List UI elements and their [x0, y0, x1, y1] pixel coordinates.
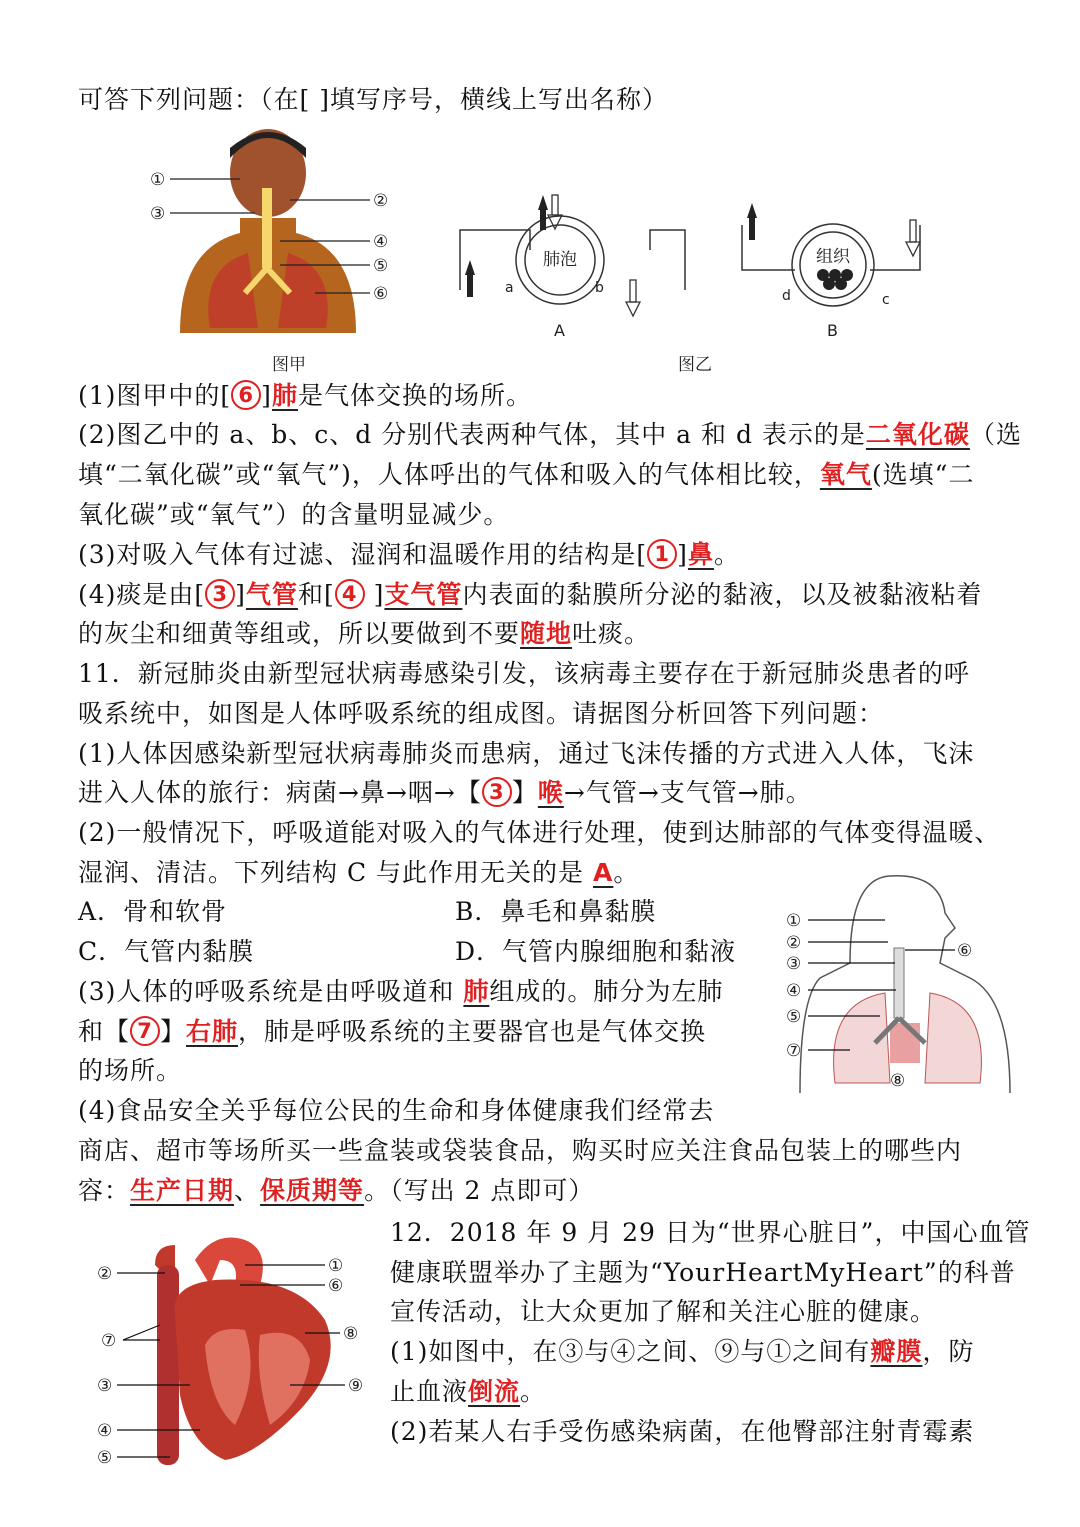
- letter-a: a: [505, 280, 514, 296]
- label-8: ⑧: [890, 1071, 906, 1091]
- answer-text: 保质期等: [260, 1176, 365, 1205]
- label-7: ⑦: [786, 1041, 802, 1061]
- q11-part4-line1: (4)食品安全关乎每位公民的生命和身体健康我们经常去: [78, 1096, 715, 1125]
- q12-part1-line1: (1)如图中，在③与④之间、⑨与①之间有瓣膜，防: [390, 1337, 975, 1366]
- answer-number: 3: [205, 579, 235, 609]
- label-1: ①: [150, 170, 166, 190]
- answer-text: A: [592, 858, 614, 887]
- q10-part1: (1)图甲中的[ 6 ]肺是气体交换的场所。: [78, 381, 532, 410]
- q10-part3: (3)对吸入气体有过滤、湿润和温暖作用的结构是[ 1 ]鼻。: [78, 540, 740, 569]
- label-3: ③: [150, 204, 166, 224]
- label-4: ④: [97, 1421, 113, 1441]
- q11-option-b: B．鼻毛和鼻黏膜: [455, 897, 657, 926]
- intro-text: 可答下列问题：（在[ ]填写序号，横线上写出名称）: [78, 85, 668, 114]
- vena-cava-shape: [157, 1265, 179, 1465]
- label-9: ⑨: [348, 1376, 364, 1396]
- answer-text: 鼻: [687, 540, 714, 569]
- q11-part4-line3: 容：生产日期、保质期等。（写出 2 点即可）: [78, 1176, 595, 1205]
- figure-q11-respiratory: [780, 868, 1020, 1093]
- label-5: ⑤: [373, 256, 389, 276]
- q10-part2-line2: 填“二氧化碳”或“氧气”)，人体呼出的气体和吸入的气体相比较，氧气(选填“二: [78, 460, 975, 489]
- letter-c: c: [882, 292, 890, 308]
- diagram-a-label: A: [554, 321, 565, 340]
- answer-text: 肺: [463, 977, 490, 1006]
- label-5: ⑤: [786, 1007, 802, 1027]
- answer-number: 6: [231, 380, 261, 410]
- q10-part2-line3: 氧化碳”或“氧气”）的含量明显减少。: [78, 500, 510, 529]
- label-3: ③: [97, 1376, 113, 1396]
- q11-part3-line1: (3)人体的呼吸系统是由呼吸道和 肺组成的。肺分为左肺: [78, 977, 724, 1006]
- figure-yi-gas-exchange: [450, 180, 950, 345]
- q10-part4-line1: (4)痰是由[ 3 ]气管和[ 4 ]支气管内表面的黏膜所分泌的黏液，以及被黏液粘着: [78, 580, 983, 609]
- figure-jia-caption: 图甲: [272, 355, 306, 375]
- letter-b: b: [595, 280, 604, 296]
- aorta-shape: [195, 1238, 263, 1286]
- label-6: ⑥: [373, 284, 389, 304]
- label-2: ②: [373, 191, 389, 211]
- answer-text: 气管: [245, 580, 298, 609]
- q11-stem-line2: 吸系统中，如图是人体呼吸系统的组成图。请据图分析回答下列问题：: [78, 699, 885, 728]
- q11-part3-line3: 的场所。: [78, 1056, 183, 1085]
- answer-text: 生产日期: [130, 1176, 235, 1205]
- label-8: ⑧: [343, 1324, 359, 1344]
- answer-number: 7: [130, 1016, 160, 1046]
- answer-text: 倒流: [468, 1377, 521, 1406]
- answer-text: 二氧化碳: [865, 420, 970, 449]
- label-4: ④: [373, 232, 389, 252]
- answer-number: 1: [647, 539, 677, 569]
- q12-part2-line1: (2)若某人右手受伤感染病菌，在他臀部注射青霉素: [390, 1417, 975, 1446]
- q12-stem-line2: 健康联盟举办了主题为“YourHeartMyHeart”的科普: [390, 1258, 1016, 1287]
- q12-part1-line2: 止血液倒流。: [390, 1377, 547, 1406]
- answer-text: 瓣膜: [870, 1337, 923, 1366]
- label-3: ③: [786, 954, 802, 974]
- q12-stem-line3: 宣传活动，让大众更加了解和关注心脏的健康。: [390, 1297, 937, 1326]
- figure-yi-caption: 图乙: [678, 355, 712, 375]
- label-5: ⑤: [97, 1448, 113, 1468]
- answer-text: 支气管: [384, 580, 463, 609]
- label-2: ②: [97, 1264, 113, 1284]
- answer-text: 肺: [271, 381, 298, 410]
- q11-option-c: C．气管内黏膜: [78, 937, 255, 966]
- answer-number: 3: [482, 777, 512, 807]
- q11-part1-line1: (1)人体因感染新型冠状病毒肺炎而患病，通过飞沫传播的方式进入人体，飞沫: [78, 739, 975, 768]
- answer-number: 4: [335, 579, 365, 609]
- q11-part2-line1: (2)一般情况下，呼吸道能对吸入的气体进行处理，使到达肺部的气体变得温暖、: [78, 818, 1001, 847]
- alveolus-text: 肺泡: [543, 250, 577, 270]
- answer-text: 右肺: [186, 1017, 239, 1046]
- label-1: ①: [328, 1256, 344, 1276]
- q10-part4-line2: 的灰尘和细黄等组或，所以要做到不要随地吐痰。: [78, 619, 651, 648]
- label-7: ⑦: [101, 1331, 117, 1351]
- answer-text: 随地: [520, 619, 573, 648]
- label-1: ①: [786, 911, 802, 931]
- q11-part1-line2: 进入人体的旅行：病菌→鼻→咽→【 3 】喉→气管→支气管→肺。: [78, 778, 812, 807]
- q11-part4-line2: 商店、超市等场所买一些盒装或袋装食品，购买时应关注食品包装上的哪些内: [78, 1136, 963, 1165]
- diagram-b-label: B: [827, 321, 838, 340]
- figure-q12-heart: [95, 1225, 375, 1475]
- q11-part3-line2: 和【 7 】右肺，肺是呼吸系统的主要器官也是气体交换: [78, 1017, 707, 1046]
- q10-part2-line1: (2)图乙中的 a、b、c、d 分别代表两种气体，其中 a 和 d 表示的是二氧化碳（选: [78, 420, 1022, 449]
- q11-option-a: A．骨和软骨: [78, 897, 228, 926]
- answer-text: 氧气: [819, 460, 872, 489]
- q11-part2-line2: 湿润、清洁。下列结构 C 与此作用无关的是 A。: [78, 858, 640, 887]
- label-2: ②: [786, 933, 802, 953]
- q11-option-d: D．气管内腺细胞和黏液: [455, 937, 737, 966]
- label-6: ⑥: [957, 941, 973, 961]
- q11-stem-line1: 11．新冠肺炎由新型冠状病毒感染引发，该病毒主要存在于新冠肺炎患者的呼: [78, 659, 970, 688]
- q12-stem-line1: 12．2018 年 9 月 29 日为“世界心脏日”，中国心血管: [390, 1218, 1031, 1247]
- label-4: ④: [786, 981, 802, 1001]
- label-6: ⑥: [328, 1276, 344, 1296]
- letter-d: d: [782, 288, 791, 304]
- tissue-text: 组织: [816, 247, 850, 267]
- figure-jia-respiratory: [140, 128, 410, 373]
- answer-text: 喉: [537, 778, 564, 807]
